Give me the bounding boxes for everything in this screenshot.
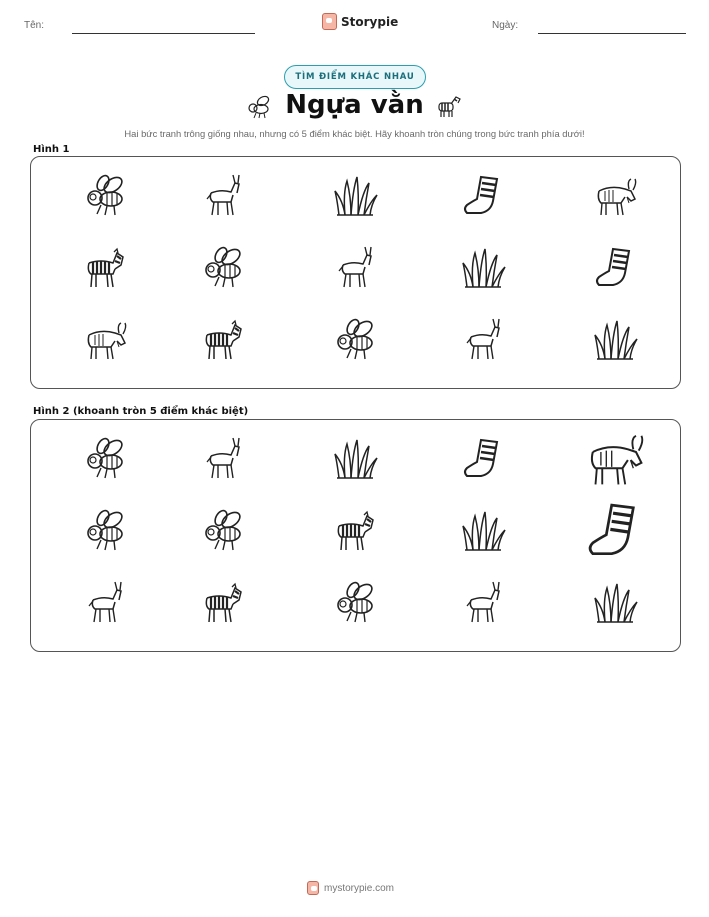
instructions: Hai bức tranh trông giống nhau, nhưng có 5 điểm khác biệt. Hãy khoanh tròn chúng trong bức tranh phía dưới!	[124, 128, 585, 139]
wildebeest-icon-art	[591, 171, 641, 221]
grass-icon[interactable]	[331, 171, 381, 221]
zebra-icon-art	[331, 506, 381, 556]
zebra-icon-art	[81, 243, 131, 293]
page-title: Ngựa vằn	[285, 90, 424, 120]
fly-icon[interactable]	[81, 434, 131, 484]
gazelle-icon-art	[331, 243, 381, 293]
fly-icon-art	[331, 578, 381, 628]
grass-icon[interactable]	[591, 578, 641, 628]
storypie-logo-icon	[322, 13, 337, 30]
sock-icon[interactable]	[459, 434, 509, 484]
fly-icon-art	[81, 171, 131, 221]
sock-icon-art	[591, 243, 641, 293]
grass-icon[interactable]	[459, 243, 509, 293]
gazelle-icon[interactable]	[81, 578, 131, 628]
gazelle-icon-art	[199, 434, 249, 484]
fly-icon[interactable]	[199, 243, 249, 293]
gazelle-icon[interactable]	[459, 315, 509, 365]
figure1-label: Hình 1	[33, 144, 70, 155]
wildebeest-icon-art	[582, 425, 650, 493]
wildebeest-icon[interactable]	[582, 425, 650, 493]
sock-icon-art	[582, 497, 650, 565]
figure2-frame	[30, 419, 681, 652]
name-label: Tên:	[24, 20, 45, 31]
zebra-icon[interactable]	[199, 315, 249, 365]
zebra-icon-art	[199, 315, 249, 365]
date-line[interactable]	[538, 33, 686, 34]
grass-icon[interactable]	[459, 506, 509, 556]
gazelle-icon-art	[459, 315, 509, 365]
gazelle-icon-art	[459, 578, 509, 628]
fly-icon-art	[81, 434, 131, 484]
zebra-icon[interactable]	[331, 506, 381, 556]
fly-icon-art	[199, 243, 249, 293]
gazelle-icon[interactable]	[199, 434, 249, 484]
name-line[interactable]	[72, 33, 255, 34]
gazelle-icon[interactable]	[459, 578, 509, 628]
footer-url[interactable]: mystorypie.com	[324, 882, 395, 894]
sock-icon[interactable]	[459, 171, 509, 221]
grass-icon-art	[459, 506, 509, 556]
grass-icon-art	[331, 434, 381, 484]
fly-icon-art	[331, 315, 381, 365]
gazelle-icon-art	[81, 578, 131, 628]
grass-icon[interactable]	[331, 434, 381, 484]
footer	[307, 881, 394, 895]
grass-icon-art	[591, 315, 641, 365]
wildebeest-icon[interactable]	[81, 315, 131, 365]
grass-icon-art	[331, 171, 381, 221]
zebra-icon[interactable]	[199, 578, 249, 628]
wildebeest-icon-art	[81, 315, 131, 365]
grass-icon[interactable]	[591, 315, 641, 365]
fly-icon[interactable]	[331, 578, 381, 628]
footer-logo-icon	[307, 881, 319, 895]
sock-icon-art	[459, 434, 509, 484]
zebra-icon[interactable]	[81, 243, 131, 293]
title-zebra-icon	[435, 92, 463, 120]
zebra-icon-art	[199, 578, 249, 628]
activity-tag: TÌM ĐIỂM KHÁC NHAU	[284, 65, 426, 89]
figure2-label: Hình 2 (khoanh tròn 5 điểm khác biệt)	[33, 406, 249, 417]
fly-icon[interactable]	[81, 506, 131, 556]
gazelle-icon[interactable]	[331, 243, 381, 293]
grass-icon-art	[591, 578, 641, 628]
figure1-frame	[30, 156, 681, 389]
fly-icon-art	[81, 506, 131, 556]
fly-icon-art	[199, 506, 249, 556]
brand-name: Storypie	[341, 14, 399, 29]
gazelle-icon[interactable]	[199, 171, 249, 221]
fly-icon[interactable]	[199, 506, 249, 556]
brand-logo	[322, 13, 398, 30]
fly-icon[interactable]	[331, 315, 381, 365]
sock-icon[interactable]	[591, 243, 641, 293]
sock-icon[interactable]	[582, 497, 650, 565]
wildebeest-icon[interactable]	[591, 171, 641, 221]
sock-icon-art	[459, 171, 509, 221]
grass-icon-art	[459, 243, 509, 293]
gazelle-icon-art	[199, 171, 249, 221]
fly-icon[interactable]	[81, 171, 131, 221]
date-label: Ngày:	[492, 20, 519, 31]
